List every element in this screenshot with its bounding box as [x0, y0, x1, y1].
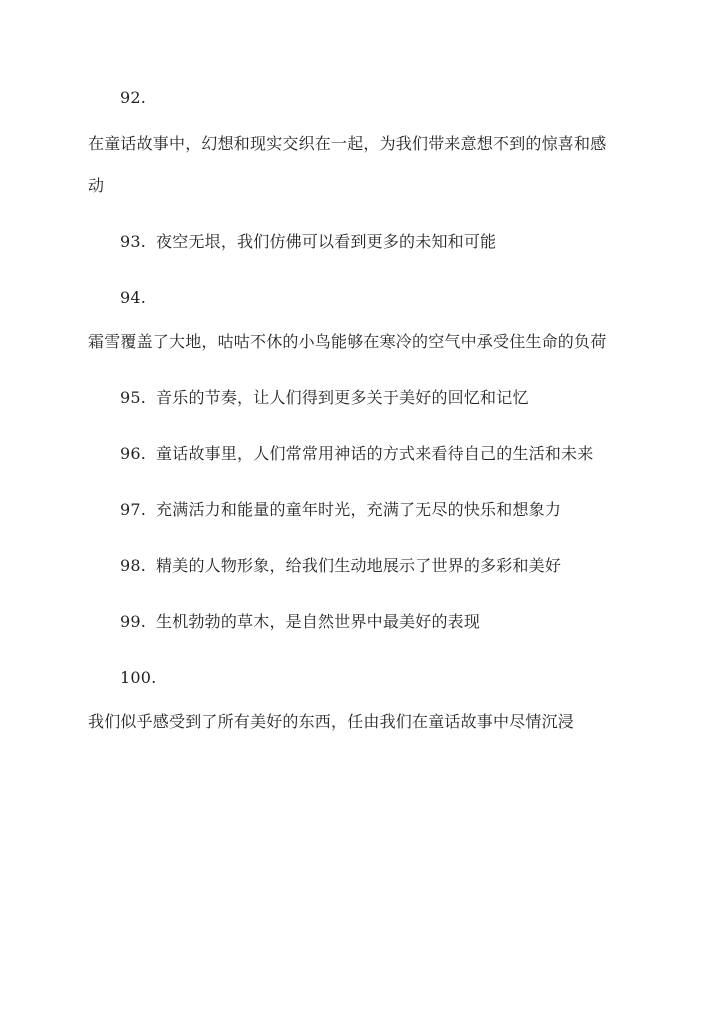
list-item — [120, 612, 480, 632]
item-number: 94. — [120, 288, 147, 307]
item-number: 99. — [120, 612, 147, 631]
item-number: 95. — [120, 388, 147, 407]
list-item — [120, 444, 593, 464]
item-number: 92. — [120, 88, 147, 107]
item-number: 100. — [120, 668, 157, 687]
item-number: 96. — [120, 444, 147, 463]
item-text: 充满活力和能量的童年时光，充满了无尽的快乐和想象力 — [156, 500, 562, 519]
item-text-continuation: 动 — [88, 176, 105, 195]
item-text: 精美的人物形象，给我们生动地展示了世界的多彩和美好 — [156, 556, 562, 575]
item-number: 93. — [120, 232, 147, 251]
item-text: 在童话故事中，幻想和现实交织在一起，为我们带来意想不到的惊喜和感 — [88, 134, 607, 153]
item-text: 生机勃勃的草木，是自然世界中最美好的表现 — [156, 612, 481, 631]
item-text: 音乐的节奏，让人们得到更多关于美好的回忆和记忆 — [156, 388, 529, 407]
list-item — [120, 556, 561, 576]
item-text: 霜雪覆盖了大地，咕咕不休的小鸟能够在寒冷的空气中承受住生命的负荷 — [88, 332, 607, 351]
item-number: 98. — [120, 556, 147, 575]
item-text: 我们似乎感受到了所有美好的东西，任由我们在童话故事中尽情沉浸 — [88, 712, 575, 731]
list-item — [120, 388, 529, 408]
item-text: 夜空无垠，我们仿佛可以看到更多的未知和可能 — [156, 232, 497, 251]
list-item — [120, 500, 561, 520]
item-text: 童话故事里，人们常常用神话的方式来看待自己的生活和未来 — [156, 444, 594, 463]
item-number: 97. — [120, 500, 147, 519]
list-item — [120, 232, 496, 252]
